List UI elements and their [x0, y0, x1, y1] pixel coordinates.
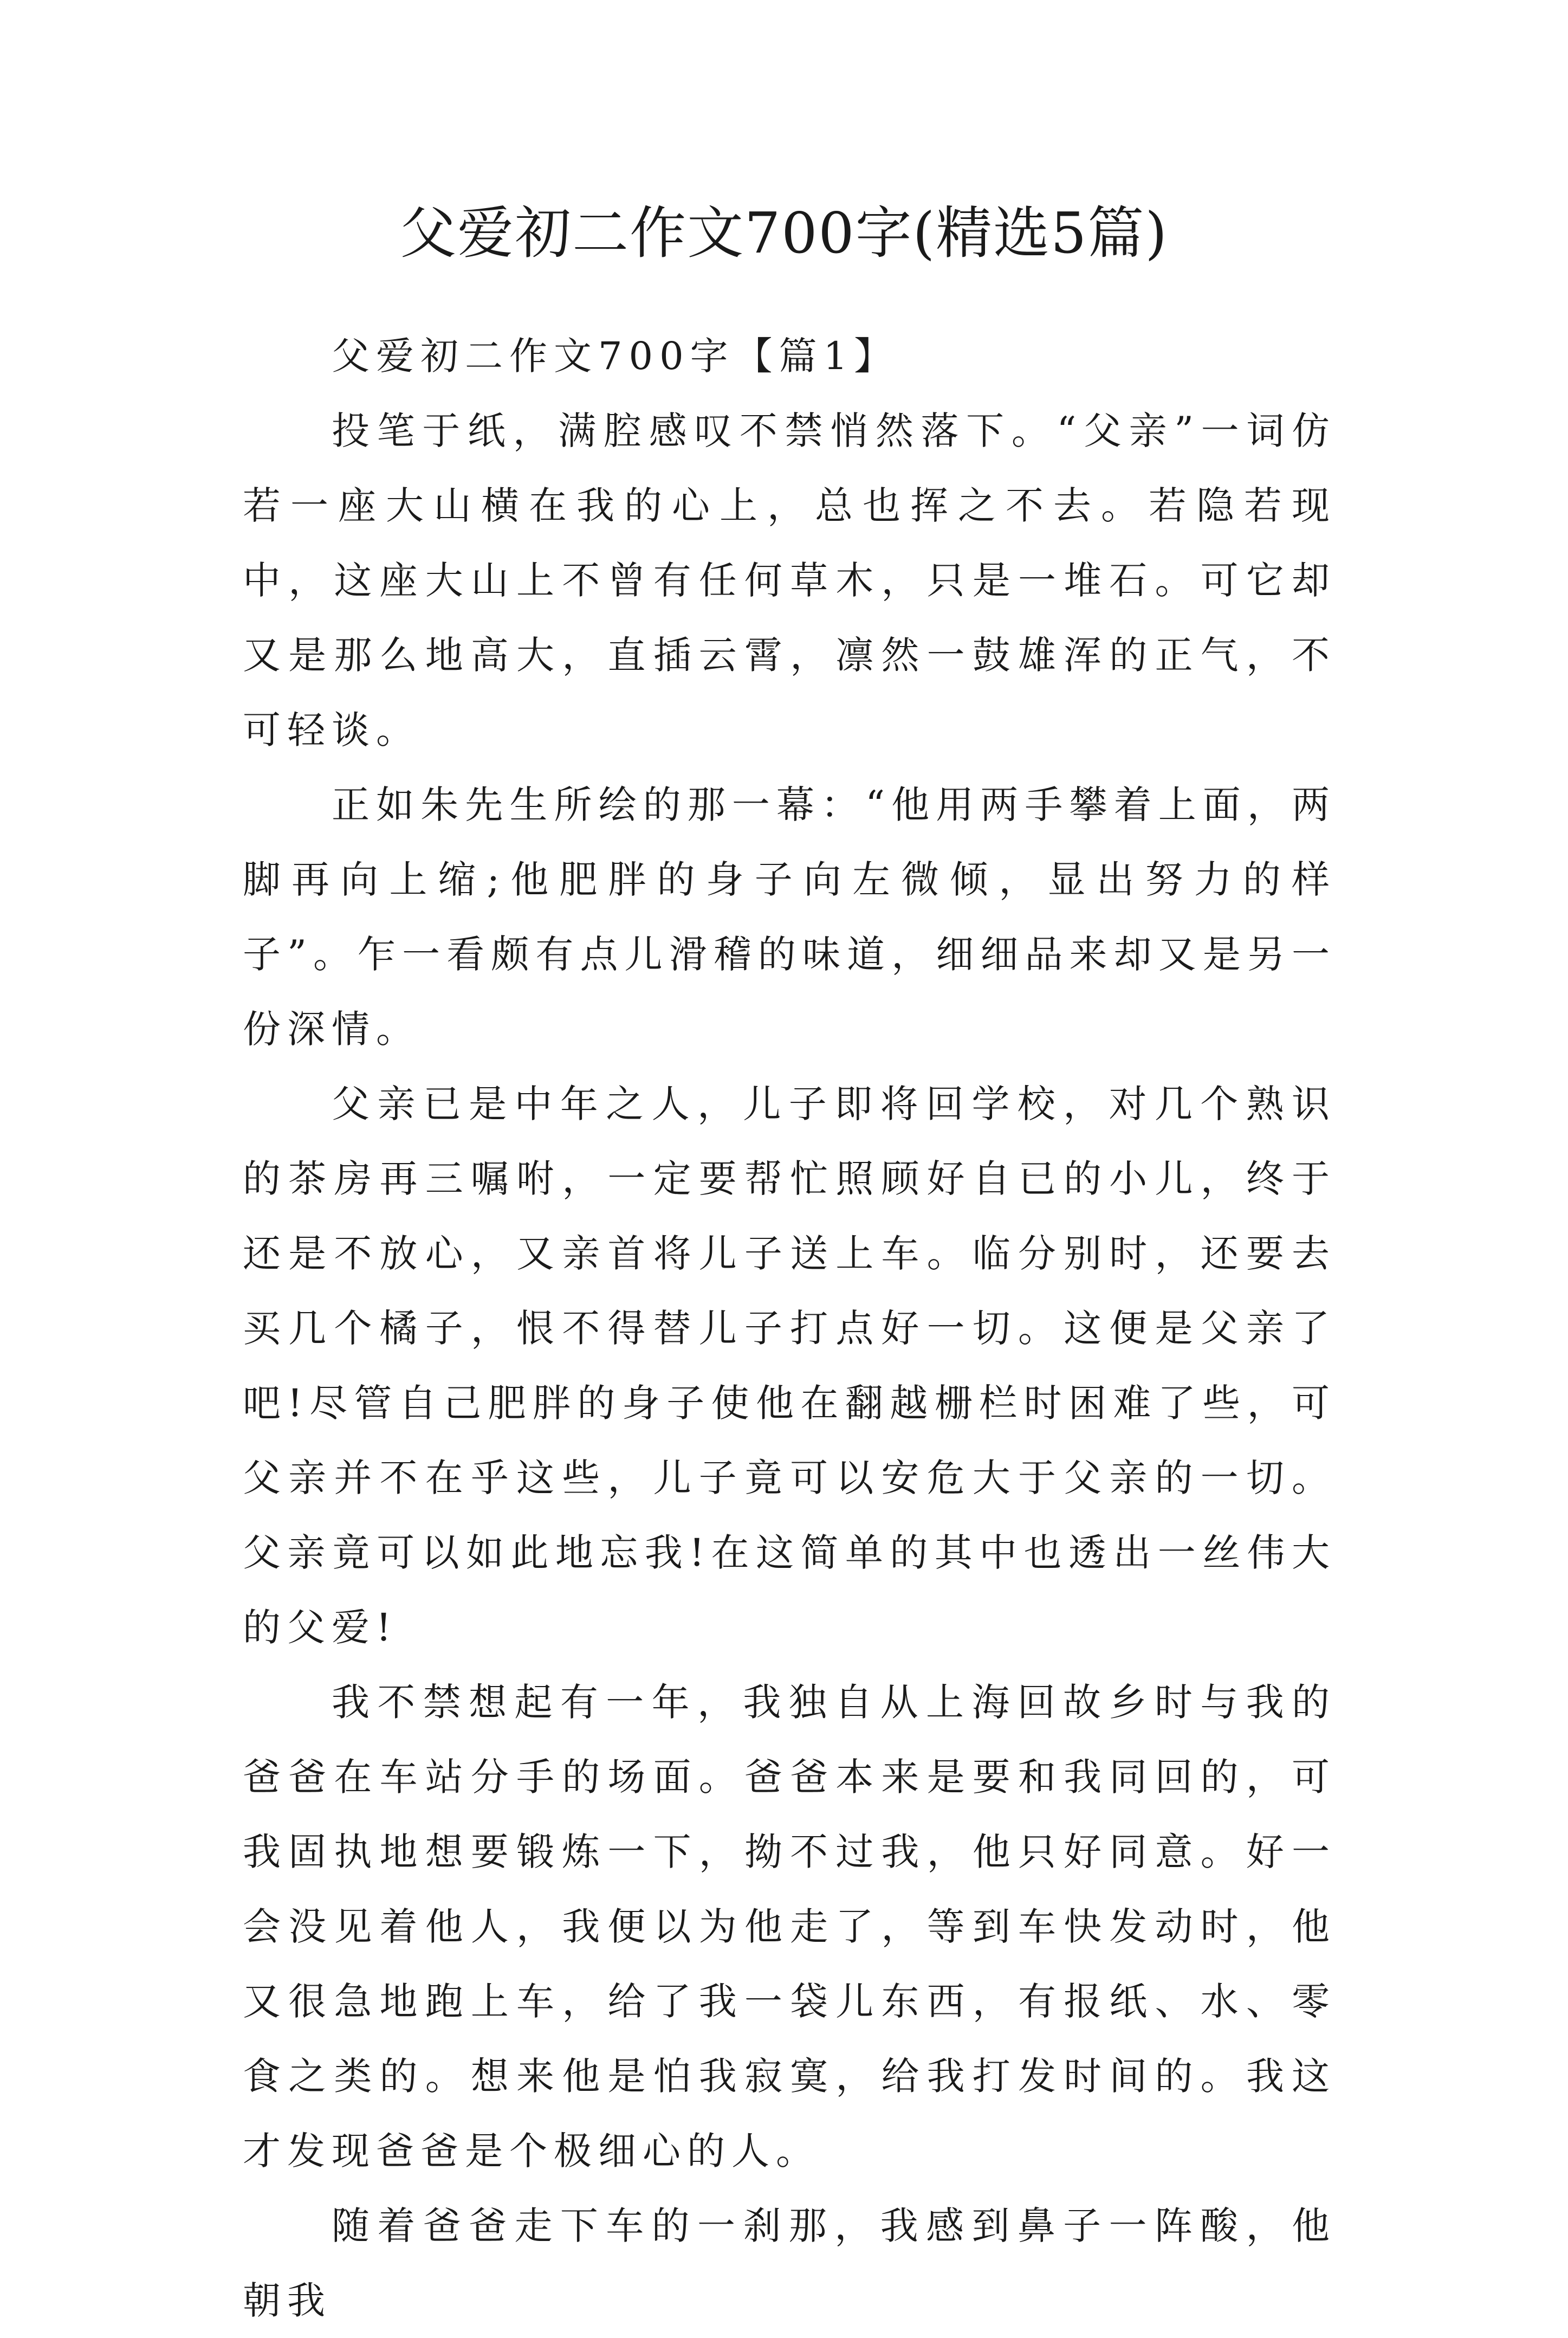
section-heading: 父爱初二作文700字【篇1】 — [332, 334, 899, 378]
document-body — [243, 319, 1336, 2338]
paragraph: 正如朱先生所绘的那一幕：“他用两手攀着上面，两脚再向上缩;他肥胖的身子向左微倾，显出努力的样子”。乍一看颇有点儿滑稽的味道，细细品来却又是另一份深情。 — [243, 783, 1336, 1051]
paragraph: 我不禁想起有一年，我独自从上海回故乡时与我的爸爸在车站分手的场面。爸爸本来是要和我同回的，可我固执地想要锻炼一下，拗不过我，他只好同意。好一会没见着他人，我便以为他走了，等到车快发动时，他又很急地跑上车，给了我一袋儿东西，有报纸、水、零食之类的。想来他是怕我寂寞，给我打发时间的。我这才发现爸爸是个极细心的人。 — [243, 1680, 1336, 2173]
paragraph: 随着爸爸走下车的一刹那，我感到鼻子一阵酸，他朝我 — [243, 2204, 1336, 2323]
paragraph: 投笔于纸，满腔感叹不禁悄然落下。“父亲”一词仿若一座大山横在我的心上，总也挥之不去。若隐若现中，这座大山上不曾有任何草木，只是一堆石。可它却又是那么地高大，直插云霄，凛然一鼓雄浑的正气，不可轻谈。 — [243, 409, 1336, 752]
document-title: 父爱初二作文700字(精选5篇) — [400, 200, 1168, 266]
paragraph: 父亲已是中年之人，儿子即将回学校，对几个熟识的茶房再三嘱咐，一定要帮忙照顾好自已的小儿，终于还是不放心，又亲首将儿子送上车。临分别时，还要去买几个橘子，恨不得替儿子打点好一切。这便是父亲了吧!尽管自己肥胖的身子使他在翻越栅栏时困难了些，可父亲并不在乎这些，儿子竟可以安危大于父亲的一切。父亲竟可以如此地忘我!在这简单的其中也透出一丝伟大的父爱! — [243, 1082, 1336, 1650]
